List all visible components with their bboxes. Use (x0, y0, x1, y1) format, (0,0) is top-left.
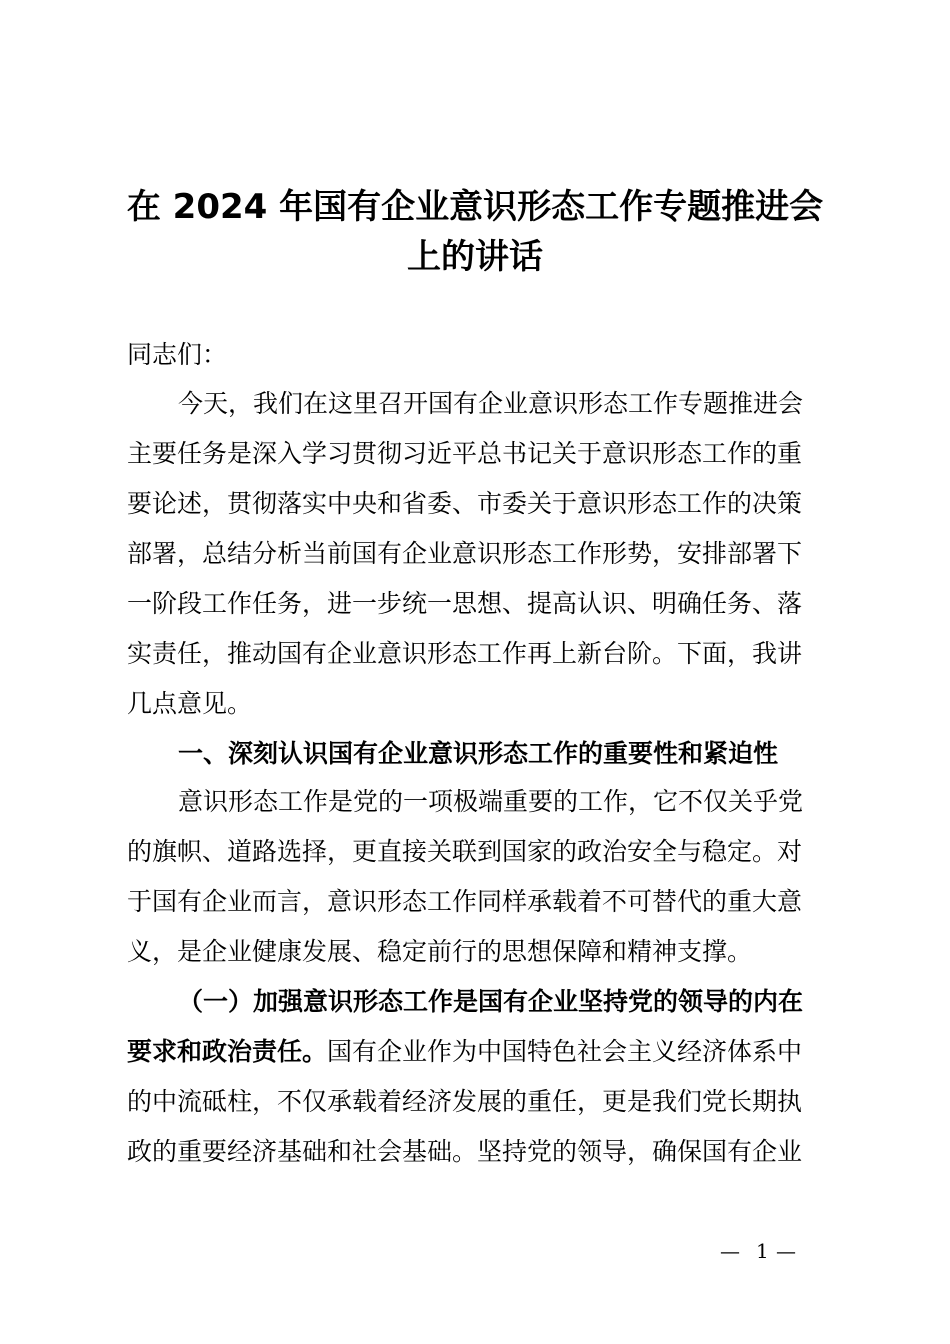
document-title-line-1: 在 2024 年国有企业意识形态工作专题推进会 (126, 187, 824, 227)
subsection-line: 政的重要经济基础和社会基础。坚持党的领导，确保国有企业 (127, 1137, 803, 1166)
intro-line: 部署，总结分析当前国有企业意识形态工作形势，安排部署下 (127, 539, 803, 568)
page-number-dash-right: — (776, 1239, 796, 1263)
section-para-line: 于国有企业而言，意识形态工作同样承载着不可替代的重大意 (127, 887, 803, 916)
intro-line: 要论述，贯彻落实中央和省委、市委关于意识形态工作的决策 (127, 489, 803, 518)
subsection-heading-end: 要求和政治责任。 (127, 1037, 328, 1066)
subsection-line (127, 1035, 837, 1069)
document-title-line-2: 上的讲话 (407, 237, 543, 277)
page-number-dash-left: — (720, 1239, 740, 1263)
intro-line: 实责任，推动国有企业意识形态工作再上新台阶。下面，我讲 (127, 639, 803, 668)
subsection-heading: （一）加强意识形态工作是国有企业坚持党的领导的内在 (178, 987, 804, 1016)
intro-line: 今天，我们在这里召开国有企业意识形态工作专题推进会 (178, 389, 804, 418)
intro-line: 主要任务是深入学习贯彻习近平总书记关于意识形态工作的重 (127, 439, 803, 468)
subsection-text: 国有企业作为中国特色社会主义经济体系中 (327, 1037, 803, 1066)
section-para-line: 义，是企业健康发展、稳定前行的思想保障和精神支撑。 (127, 937, 753, 966)
page-number-value: 1 (756, 1239, 769, 1263)
intro-line: 一阶段工作任务，进一步统一思想、提高认识、明确任务、落 (127, 589, 803, 618)
intro-line: 几点意见。 (127, 689, 253, 718)
salutation: 同志们： (127, 340, 228, 369)
section-heading: 一、深刻认识国有企业意识形态工作的重要性和紧迫性 (178, 739, 779, 768)
section-para-line: 的旗帜、道路选择，更直接关联到国家的政治安全与稳定。对 (127, 837, 803, 866)
section-para-line: 意识形态工作是党的一项极端重要的工作，它不仅关乎党 (178, 787, 804, 816)
subsection-line: 的中流砥柱，不仅承载着经济发展的重任，更是我们党长期执 (127, 1087, 803, 1116)
